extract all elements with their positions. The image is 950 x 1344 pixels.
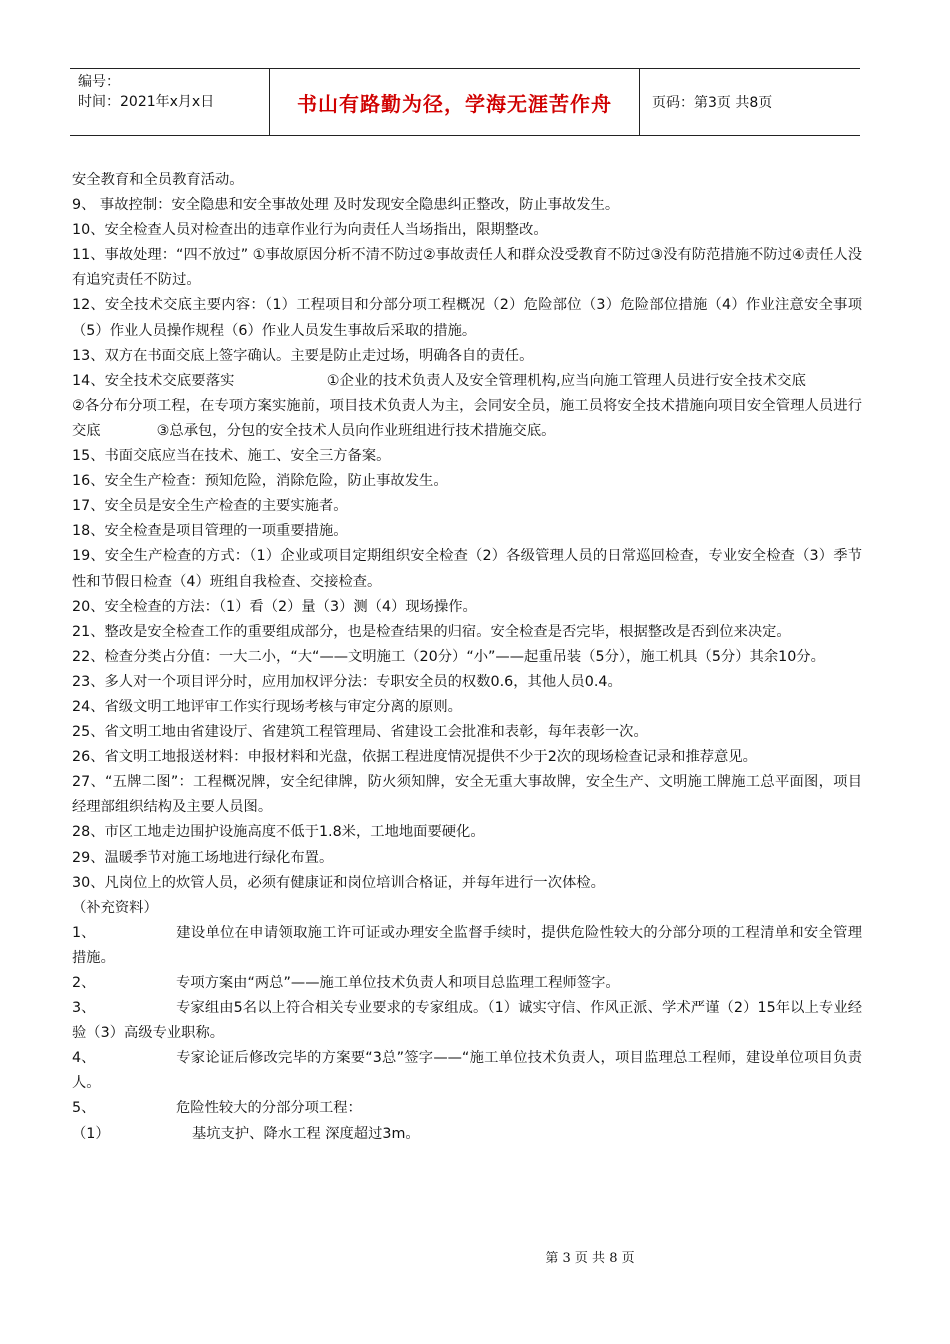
item-text: 建设单位在申请领取施工许可证或办理安全监督手续时，提供危险性较大的分部分项的工程清单和安全管理措施。 (72, 924, 862, 966)
item-number: 4、 (72, 1050, 96, 1067)
paragraph: 29、温暖季节对施工场地进行绿化布置。 (72, 849, 334, 866)
paragraph: 26、省文明工地报送材料：申报材料和光盘，依据工程进度情况提供不少于2次的现场检查记录和推荐意见。 (72, 749, 757, 766)
p14-a: 14、安全技术交底要落实 (72, 372, 235, 389)
item-text: 基坑支护、降水工程 深度超过3m。 (192, 1125, 420, 1142)
paragraph: 16、安全生产检查：预知危险，消除危险，防止事故发生。 (72, 473, 448, 490)
time-label: 时间：2021年x月x日 (78, 94, 215, 110)
paragraph: 27、“五牌二图”：工程概况牌，安全纪律牌，防火须知牌，安全无重大事故牌，安全生产、文明施工牌施工总平面图，项目经理部组织结构及主要人员图。 (72, 774, 862, 816)
item-text: 专家论证后修改完毕的方案要“3总”签字——“施工单位技术负责人，项目监理总工程师，建设单位项目负责人。 (72, 1050, 862, 1092)
paragraph: 20、安全检查的方法：（1）看（2）量（3）测（4）现场操作。 (72, 598, 477, 615)
item-number: 1、 (72, 924, 96, 941)
supplement-item (72, 996, 862, 1046)
paragraph: 11、事故处理：“四不放过” ①事故原因分析不清不防过②事故责任人和群众没受教育不防过③没有防范措施不防过④责任人没有追究责任不防过。 (72, 247, 862, 289)
supplement-item (72, 1122, 862, 1147)
paragraph: 18、安全检查是项目管理的一项重要措施。 (72, 523, 348, 540)
p14-b: ①企业的技术负责人及安全管理机构,应当向施工管理人员进行安全技术交底 (326, 372, 806, 389)
paragraph: 22、检查分类占分值：一大二小，“大“——文明施工（20分）“小”——起重吊装（5分），施工机具（5分）其余10分。 (72, 648, 825, 665)
paragraph: 9、 事故控制：安全隐患和安全事故处理 及时发现安全隐患纠正整改，防止事故发生。 (72, 197, 620, 214)
item-number: （1） (72, 1125, 110, 1142)
paragraph: 30、凡岗位上的炊管人员，必须有健康证和岗位培训合格证，并每年进行一次体检。 (72, 874, 605, 891)
header-info (70, 69, 270, 135)
paragraph: 12、安全技术交底主要内容：（1）工程项目和分部分项工程概况（2）危险部位（3）危险部位措施（4）作业注意安全事项（5）作业人员操作规程（6）作业人员发生事故后采取的措施。 (72, 297, 862, 339)
item-number: 2、 (72, 975, 96, 991)
paragraph: 28、市区工地走边围护设施高度不低于1.8米，工地地面要硬化。 (72, 824, 485, 841)
item-text: 危险性较大的分部分项工程： (176, 1100, 362, 1117)
paragraph: 安全教育和全员教育活动。 (72, 172, 244, 188)
p14-d: ③总承包，分包的安全技术人员向作业班组进行技术措施交底。 (156, 422, 556, 439)
number-label: 编号： (78, 74, 120, 90)
paragraph: 13、双方在书面交底上签字确认。主要是防止走过场，明确各自的责任。 (72, 347, 534, 364)
item-number: 3、 (72, 1000, 96, 1017)
paragraph: 17、安全员是安全生产检查的主要实施者。 (72, 498, 348, 515)
paragraph: 25、省文明工地由省建设厅、省建筑工程管理局、省建设工会批准和表彰，每年表彰一次。 (72, 724, 648, 741)
paragraph: 21、整改是安全检查工作的重要组成部分，也是检查结果的归宿。安全检查是否完毕，根据整改是否到位来决定。 (72, 623, 791, 640)
supplement-heading: （补充资料） (72, 899, 158, 916)
page-header (70, 68, 860, 136)
paragraph: 24、省级文明工地评审工作实行现场考核与审定分离的原则。 (72, 698, 462, 715)
supplement-item (72, 1096, 862, 1121)
paragraph: 15、书面交底应当在技术、施工、安全三方备案。 (72, 448, 391, 465)
p14-c: ②各分布分项工程，在专项方案实施前，项目技术负责人为主，会同安全员，施工员将安全技术措施向项目安全管理人员进行交底 (72, 397, 862, 439)
header-page-label: 页码：第3页 共8页 (652, 95, 773, 111)
paragraph: 23、多人对一个项目评分时，应用加权评分法：专职安全员的权数0.6，其他人员0.4。 (72, 673, 622, 690)
paragraph: 10、安全检查人员对检查出的违章作业行为向责任人当场指出，限期整改。 (72, 222, 548, 239)
page-footer: 第 3 页 共 8 页 (545, 1251, 635, 1266)
paragraph-14 (72, 369, 862, 444)
item-text: 专家组由5名以上符合相关专业要求的专家组成。（1）诚实守信、作风正派、学术严谨（2）15年以上专业经验（3）高级专业职称。 (72, 1000, 862, 1042)
item-text: 专项方案由“两总”——施工单位技术负责人和项目总监理工程师签字。 (176, 975, 620, 991)
supplement-item (72, 1046, 862, 1096)
supplement-item (72, 971, 862, 996)
item-number: 5、 (72, 1100, 96, 1117)
document-body (72, 168, 862, 1147)
paragraph: 19、安全生产检查的方式：（1）企业或项目定期组织安全检查（2）各级管理人员的日常巡回检查，专业安全检查（3）季节性和节假日检查（4）班组自我检查、交接检查。 (72, 548, 862, 590)
header-motto: 书山有路勤为径，学海无涯苦作舟 (270, 69, 640, 135)
supplement-item (72, 921, 862, 971)
